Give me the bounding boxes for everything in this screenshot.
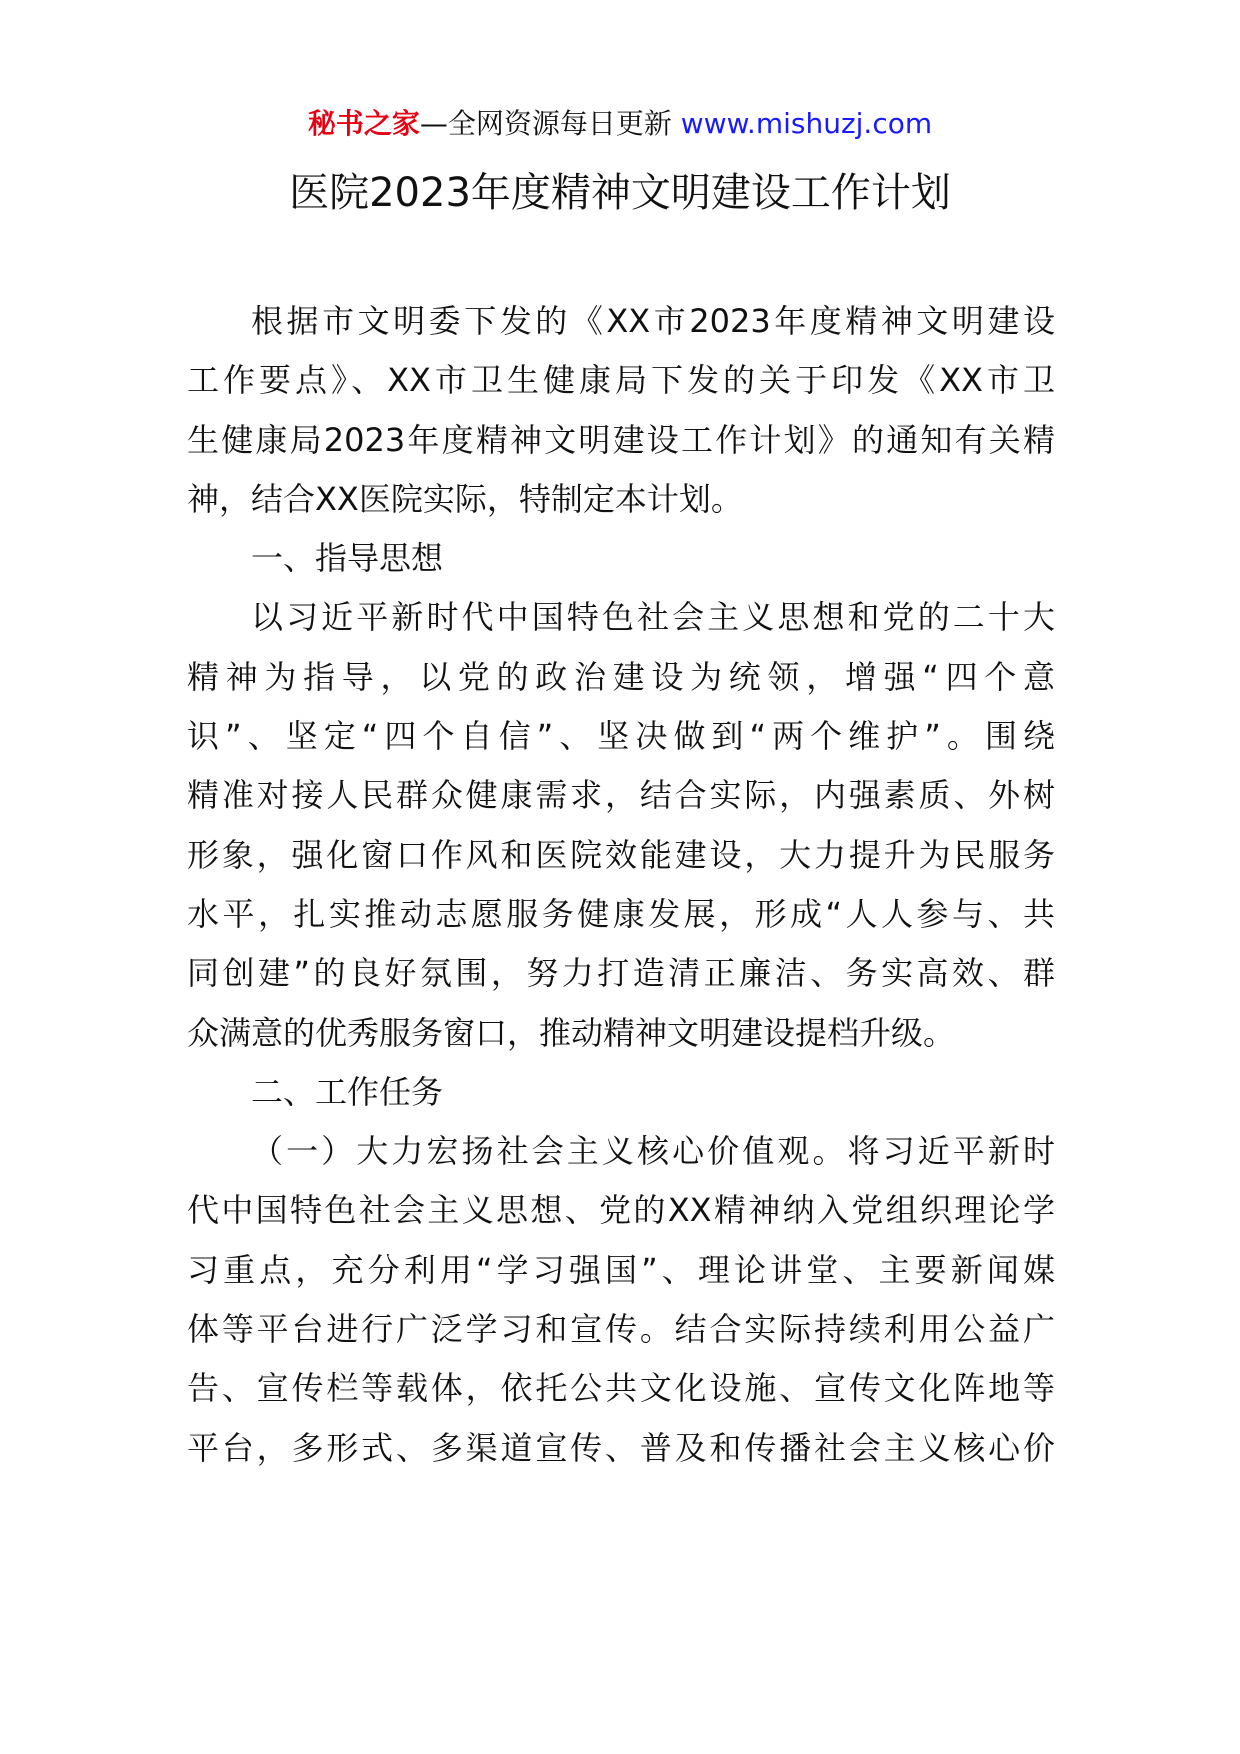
- website-link[interactable]: www.mishuzj.com: [671, 107, 933, 140]
- text-line: 精准对接人民群众健康需求，结合实际，内强素质、外树: [187, 776, 1055, 815]
- text-line: 识”、坚定“四个自信”、坚决做到“两个维护”。围绕: [187, 717, 1055, 756]
- text-line: 以习近平新时代中国特色社会主义思想和党的二十大: [251, 598, 1055, 637]
- brand-name: 秘书之家: [307, 107, 420, 140]
- intro-paragraph: [187, 292, 1055, 529]
- document-body: [187, 292, 1055, 1478]
- document-title: 医院2023年度精神文明建设工作计划: [289, 170, 951, 216]
- text-line: 根据市文明委下发的《XX市2023年度精神文明建设: [251, 302, 1055, 340]
- section-2-heading: 二、工作任务: [251, 1072, 444, 1111]
- text-line: 同创建”的良好氛围，努力打造清正廉洁、务实高效、群: [187, 954, 1055, 993]
- text-line: 习重点，充分利用“学习强国”、理论讲堂、主要新闻媒: [187, 1250, 1055, 1289]
- text-line: 告、宣传栏等载体，依托公共文化设施、宣传文化阵地等: [187, 1369, 1055, 1408]
- text-line: 水平，扎实推动志愿服务健康发展，形成“人人参与、共: [187, 894, 1055, 933]
- section-heading: [187, 1063, 1055, 1122]
- work-tasks-paragraph: [187, 1122, 1055, 1478]
- text-line: 代中国特色社会主义思想、党的XX精神纳入党组织理论学: [187, 1191, 1055, 1230]
- text-line: 形象，强化窗口作风和医院效能建设，大力提升为民服务: [187, 835, 1055, 874]
- banner-tagline: —全网资源每日更新: [419, 107, 672, 140]
- section-heading: [187, 529, 1055, 588]
- text-line: （一）大力宏扬社会主义核心价值观。将习近平新时: [251, 1132, 1055, 1171]
- text-line: 生健康局2023年度精神文明建设工作计划》的通知有关精: [187, 420, 1055, 459]
- guiding-ideology-paragraph: [187, 588, 1055, 1062]
- section-1-heading: 一、指导思想: [251, 539, 444, 578]
- text-line: 众满意的优秀服务窗口，推动精神文明建设提档升级。: [187, 1013, 956, 1052]
- text-line: 平台，多形式、多渠道宣传、普及和传播社会主义核心价: [187, 1428, 1055, 1467]
- text-line: 工作要点》、XX市卫生健康局下发的关于印发《XX市卫: [187, 361, 1055, 400]
- text-line: 神，结合XX医院实际，特制定本计划。: [187, 479, 743, 518]
- text-line: 精神为指导，以党的政治建设为统领，增强“四个意: [187, 657, 1055, 696]
- site-banner: [0, 104, 1240, 144]
- text-line: 体等平台进行广泛学习和宣传。结合实际持续利用公益广: [187, 1310, 1055, 1349]
